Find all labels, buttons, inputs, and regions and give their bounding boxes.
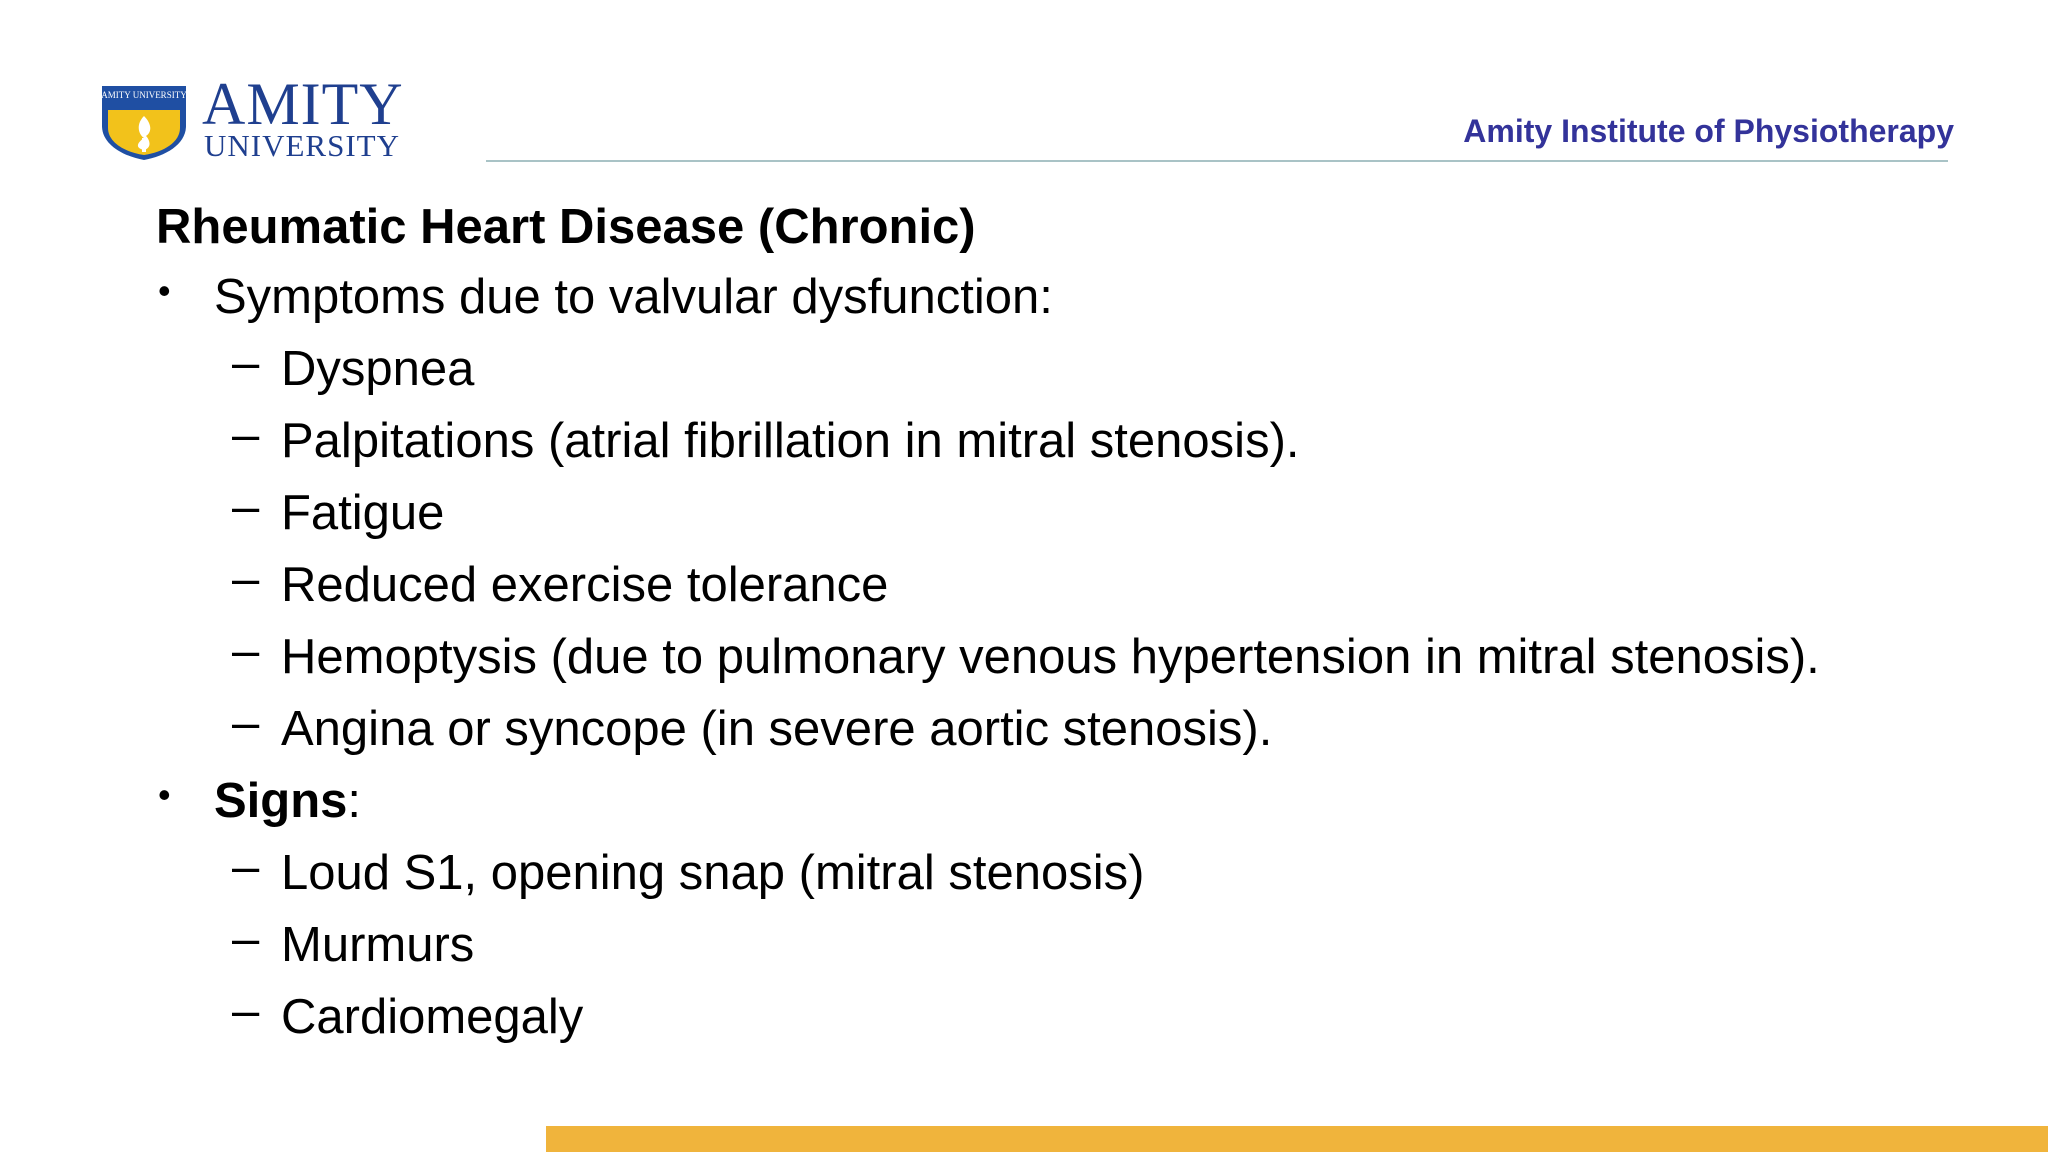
sub-bullet: [0, 408, 2048, 484]
sub-bullet: [0, 336, 2048, 412]
shield-text: AMITY UNIVERSITY: [101, 90, 187, 100]
sub-bullet: [0, 552, 2048, 628]
sub-bullet-text: Hemoptysis (due to pulmonary venous hypertension in mitral stenosis).: [281, 630, 1820, 684]
logo-amity-text: AMITY: [202, 71, 404, 137]
institute-name: Amity Institute of Physiotherapy: [1463, 113, 1954, 149]
dash-marker: –: [232, 552, 260, 606]
bullet-text: [214, 772, 361, 830]
dash-marker: –: [232, 984, 260, 1038]
bullet-signs: [0, 772, 2048, 844]
amity-logo: [98, 71, 443, 164]
sub-bullet: [0, 984, 2048, 1060]
dash-marker: –: [232, 336, 260, 390]
dash-marker: –: [232, 840, 260, 894]
sub-bullet-text: Angina or syncope (in severe aortic stenosis).: [281, 702, 1273, 756]
dash-marker: –: [232, 408, 260, 462]
signs-colon: :: [347, 774, 362, 828]
bullet-marker: •: [158, 774, 171, 815]
header-divider: [486, 160, 1948, 162]
sub-bullet-text: Dyspnea: [281, 342, 475, 396]
sub-bullet: [0, 696, 2048, 772]
sub-bullet-text: Loud S1, opening snap (mitral stenosis): [281, 846, 1145, 900]
sub-bullet: [0, 624, 2048, 700]
bullet-marker: •: [158, 270, 171, 311]
logo-university-text: UNIVERSITY: [204, 128, 400, 163]
bullet-text: Symptoms due to valvular dysfunction:: [214, 270, 1053, 324]
sub-bullet-text: Cardiomegaly: [281, 990, 584, 1044]
dash-marker: –: [232, 912, 260, 966]
slide-content: [0, 268, 2048, 1060]
dash-marker: –: [232, 696, 260, 750]
signs-label: Signs: [214, 774, 348, 828]
sub-bullet-text: Murmurs: [281, 918, 475, 972]
bullet-symptoms: [0, 268, 2048, 340]
sub-bullet-text: Fatigue: [281, 486, 445, 540]
dash-marker: –: [232, 480, 260, 534]
footer-accent-bar: [546, 1126, 2048, 1152]
sub-bullet: [0, 480, 2048, 556]
sub-bullet: [0, 840, 2048, 916]
sub-bullet-text: Palpitations (atrial fibrillation in mitral stenosis).: [281, 414, 1300, 468]
dash-marker: –: [232, 624, 260, 678]
sub-bullet: [0, 912, 2048, 988]
sub-bullet-text: Reduced exercise tolerance: [281, 558, 889, 612]
university-shield-icon: [98, 82, 190, 162]
slide-title: Rheumatic Heart Disease (Chronic): [156, 200, 976, 254]
